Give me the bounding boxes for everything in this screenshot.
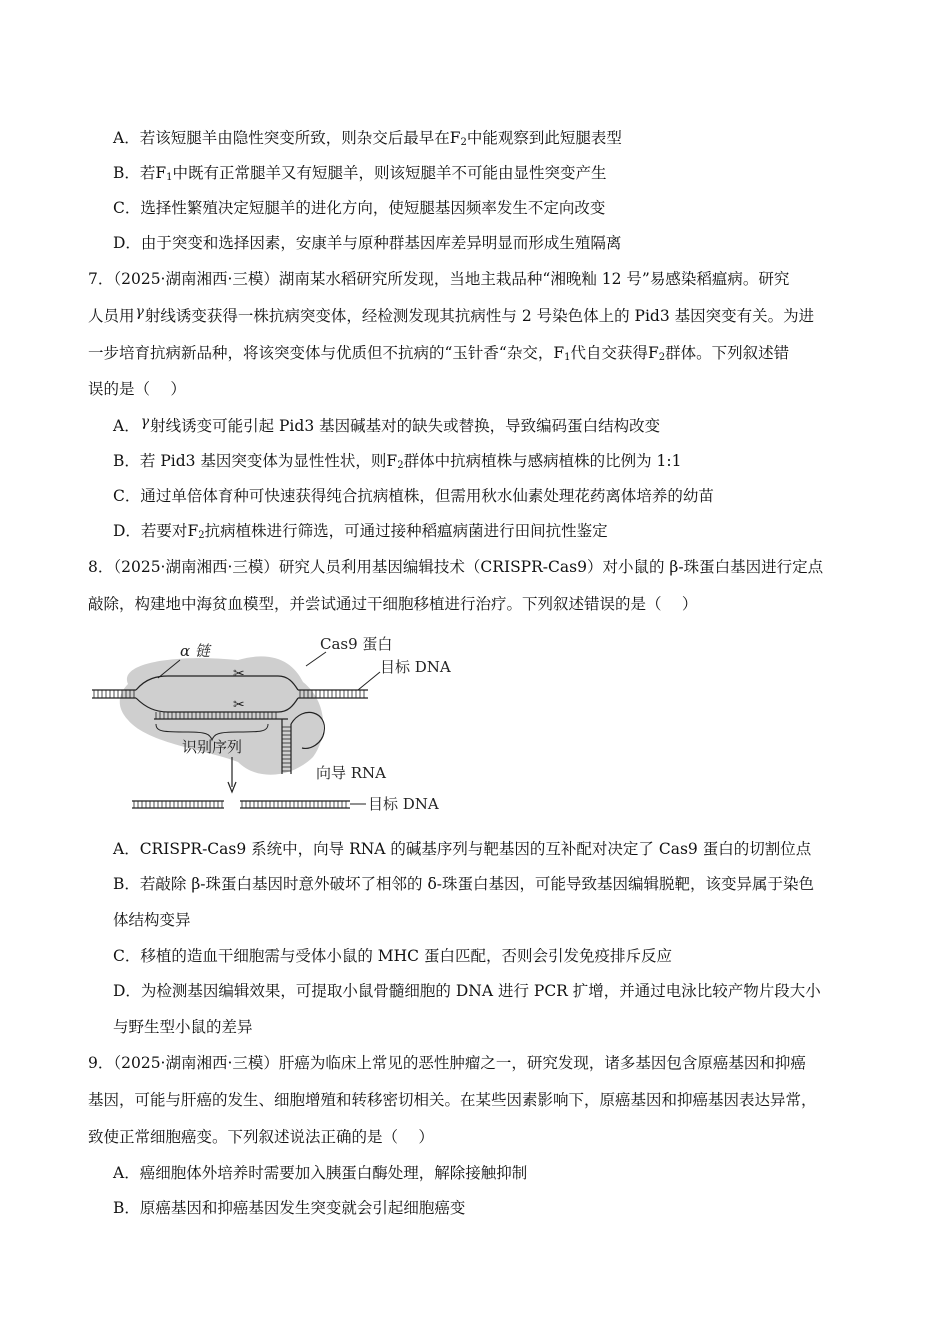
gamma-symbol: γ xyxy=(135,304,144,320)
q9-stem-line1: 9．（2025·湖南湘西·三模）肝癌为临床上常见的恶性肿瘤之一，研究发现，诸多基因包含原癌基因和抑癌 xyxy=(88,1054,806,1072)
q7-option-a: A．γ射线诱变可能引起 Pid3 基因碱基对的缺失或替换，导致编码蛋白结构改变 xyxy=(113,414,661,435)
q7-option-d: D．若要对$F_2$抗病植株进行筛选，可通过接种稻瘟病菌进行田间抗性鉴定 xyxy=(113,522,608,541)
q9-option-b: B．原癌基因和抑癌基因发生突变就会引起细胞癌变 xyxy=(113,1199,466,1217)
q8-option-b-line2: 体结构变异 xyxy=(113,911,191,929)
label-target-dna-bottom: 目标 DNA xyxy=(368,795,439,813)
q6-option-d: D．由于突变和选择因素，安康羊与原种群基因库差异明显而形成生殖隔离 xyxy=(113,234,622,252)
label-target-dna-top: 目标 DNA xyxy=(380,658,451,676)
q6-option-c: C．选择性繁殖决定短腿羊的进化方向，使短腿基因频率发生不定向改变 xyxy=(113,199,606,217)
gamma-symbol: γ xyxy=(140,414,150,430)
q8-option-d-line1: D．为检测基因编辑效果，可提取小鼠骨髓细胞的 DNA 进行 PCR 扩增，并通过电泳比较产物片段大小 xyxy=(113,982,821,1000)
label-cas9-protein: Cas9 蛋白 xyxy=(320,635,393,653)
scissors-icon: ✂ xyxy=(233,697,245,713)
q7-stem-line4: 误的是（ ） xyxy=(88,380,186,398)
q8-option-a: A．CRISPR-Cas9 系统中，向导 RNA 的碱基序列与靶基因的互补配对决定了 Cas9 蛋白的切割位点 xyxy=(113,840,812,858)
label-guide-rna: 向导 RNA xyxy=(316,764,387,782)
q7-stem-line1: 7．（2025·湖南湘西·三模）湖南某水稻研究所发现，当地主栽品种“湘晚籼 12 号”易感染稻瘟病。研究 xyxy=(88,270,790,288)
q6-option-a: A．若该短腿羊由隐性突变所致，则杂交后最早在$F_2$中能观察到此短腿表型 xyxy=(113,129,622,148)
cas9-protein-shape xyxy=(120,656,324,774)
cas9-leader-line xyxy=(306,652,326,666)
label-recognition-sequence: 识别序列 xyxy=(182,738,243,756)
q7-option-b: B．若 Pid3 基因突变体为显性性状，则$F_2$群体中抗病植株与感病植株的比例为 1:1 xyxy=(113,452,682,471)
label-alpha-chain: α 链 xyxy=(180,642,210,660)
q7-stem-line3: 一步培育抗病新品种，将该突变体与优质但不抗病的“玉针香“杂交，$F_1$代自交获得$F_2$群体。下列叙述错 xyxy=(88,344,790,363)
q6-option-b: B．若$F_1$中既有正常腿羊又有短腿羊，则该短腿羊不可能由显性突变产生 xyxy=(113,164,607,183)
q8-stem-line2: 敲除，构建地中海贫血模型，并尝试通过干细胞移植进行治疗。下列叙述错误的是（ ） xyxy=(88,595,698,613)
q8-option-c: C．移植的造血干细胞需与受体小鼠的 MHC 蛋白匹配，否则会引发免疫排斥反应 xyxy=(113,947,672,965)
q9-option-a: A．癌细胞体外培养时需要加入胰蛋白酶处理，解除接触抑制 xyxy=(113,1164,528,1182)
q9-stem-line3: 致使正常细胞癌变。下列叙述说法正确的是（ ） xyxy=(88,1128,434,1146)
q8-option-d-line2: 与野生型小鼠的差异 xyxy=(113,1018,253,1036)
q9-stem-line2: 基因，可能与肝癌的发生、细胞增殖和转移密切相关。在某些因素影响下，原癌基因和抑癌基因表达异常， xyxy=(88,1091,817,1109)
q8-stem-line1: 8．（2025·湖南湘西·三模）研究人员利用基因编辑技术（CRISPR-Cas9）对小鼠的 β-珠蛋白基因进行定点 xyxy=(88,558,824,576)
q7-stem-line2: 人员用γ射线诱变获得一株抗病突变体，经检测发现其抗病性与 2 号染色体上的 Pid3 基因突变有关。为进 xyxy=(88,304,815,325)
crispr-cas9-diagram xyxy=(88,632,468,822)
scissors-icon: ✂ xyxy=(233,666,245,682)
target-leader-line xyxy=(358,672,380,690)
q7-option-c: C．通过单倍体育种可快速获得纯合抗病植株，但需用秋水仙素处理花药离体培养的幼苗 xyxy=(113,487,714,505)
cut-dna-right xyxy=(240,801,350,808)
q8-option-b-line1: B．若敲除 β-珠蛋白基因时意外破坏了相邻的 δ-珠蛋白基因，可能导致基因编辑脱靶，该变异属于染色 xyxy=(113,875,815,893)
